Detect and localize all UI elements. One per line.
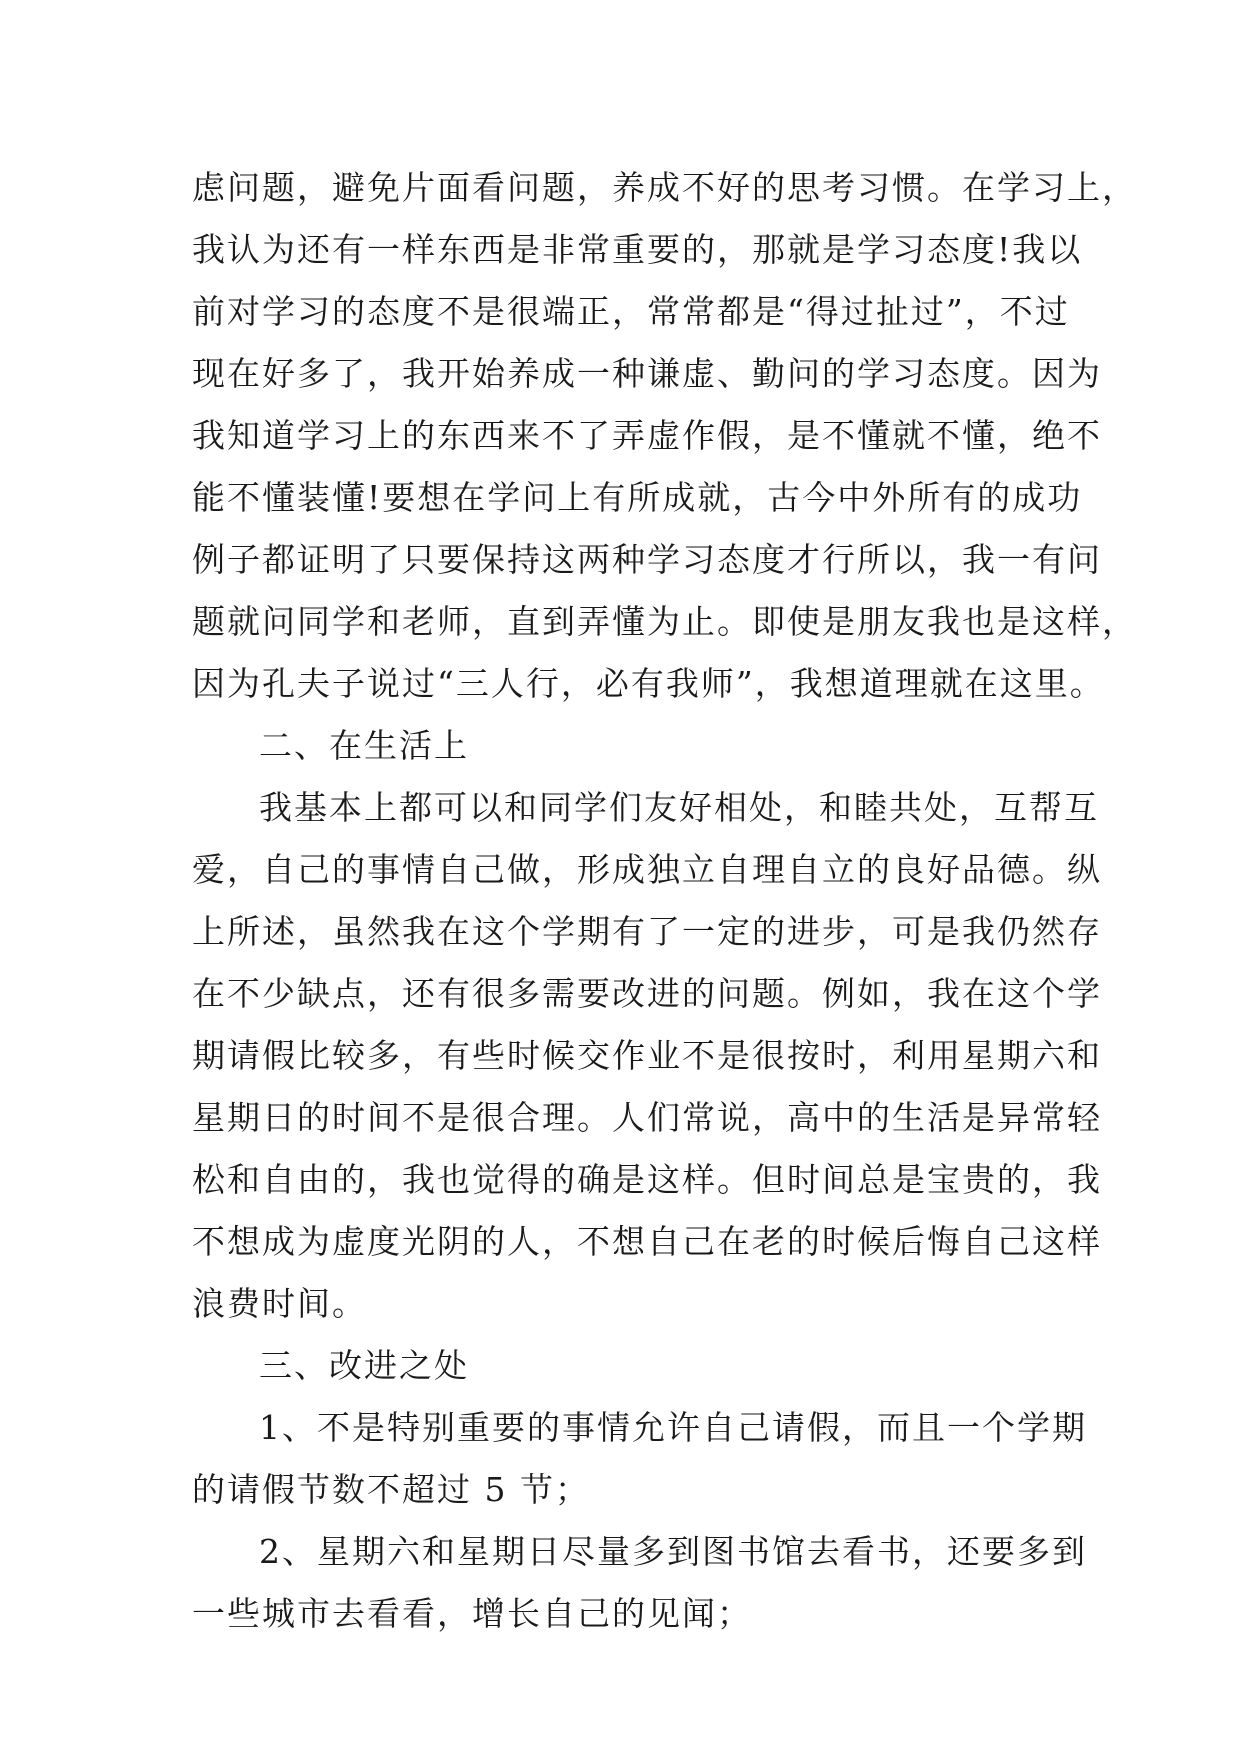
text-line: 题就问同学和老师，直到弄懂为止。即使是朋友我也是这样，	[192, 602, 1137, 641]
text-line: 的请假节数不超过 5 节；	[192, 1470, 590, 1509]
text-line: 我认为还有一样东西是非常重要的，那就是学习态度!我以	[192, 230, 1083, 269]
text-line: 不想成为虚度光阴的人，不想自己在老的时候后悔自己这样	[192, 1222, 1102, 1261]
text-line: 上所述，虽然我在这个学期有了一定的进步，可是我仍然存	[192, 912, 1102, 951]
section-heading: 二、在生活上	[259, 726, 469, 765]
text-line: 能不懂装懂!要想在学问上有所成就，古今中外所有的成功	[192, 478, 1083, 517]
text-line: 虑问题，避免片面看问题，养成不好的思考习惯。在学习上，	[192, 168, 1137, 207]
section-heading: 三、改进之处	[259, 1346, 469, 1385]
text-line: 爱，自己的事情自己做，形成独立自理自立的良好品德。纵	[192, 850, 1102, 889]
text-line: 我知道学习上的东西来不了弄虚作假，是不懂就不懂，绝不	[192, 416, 1102, 455]
text-line: 前对学习的态度不是很端正，常常都是“得过扯过”，不过	[192, 292, 1070, 331]
text-line: 因为孔夫子说过“三人行，必有我师”，我想道理就在这里。	[192, 664, 1105, 703]
text-line: 我基本上都可以和同学们友好相处，和睦共处，互帮互	[259, 788, 1099, 827]
text-line: 松和自由的，我也觉得的确是这样。但时间总是宝贵的，我	[192, 1160, 1102, 1199]
text-line: 例子都证明了只要保持这两种学习态度才行所以，我一有问	[192, 540, 1102, 579]
text-line: 星期日的时间不是很合理。人们常说，高中的生活是异常轻	[192, 1098, 1102, 1137]
text-line: 现在好多了，我开始养成一种谦虚、勤问的学习态度。因为	[192, 354, 1102, 393]
text-line: 期请假比较多，有些时候交作业不是很按时，利用星期六和	[192, 1036, 1102, 1075]
text-line: 在不少缺点，还有很多需要改进的问题。例如，我在这个学	[192, 974, 1102, 1013]
text-line: 浪费时间。	[192, 1284, 367, 1323]
list-item: 1、不是特别重要的事情允许自己请假，而且一个学期	[259, 1408, 1087, 1447]
list-item: 2、星期六和星期日尽量多到图书馆去看书，还要多到	[259, 1532, 1087, 1571]
text-line: 一些城市去看看，增长自己的见闻；	[192, 1594, 752, 1633]
